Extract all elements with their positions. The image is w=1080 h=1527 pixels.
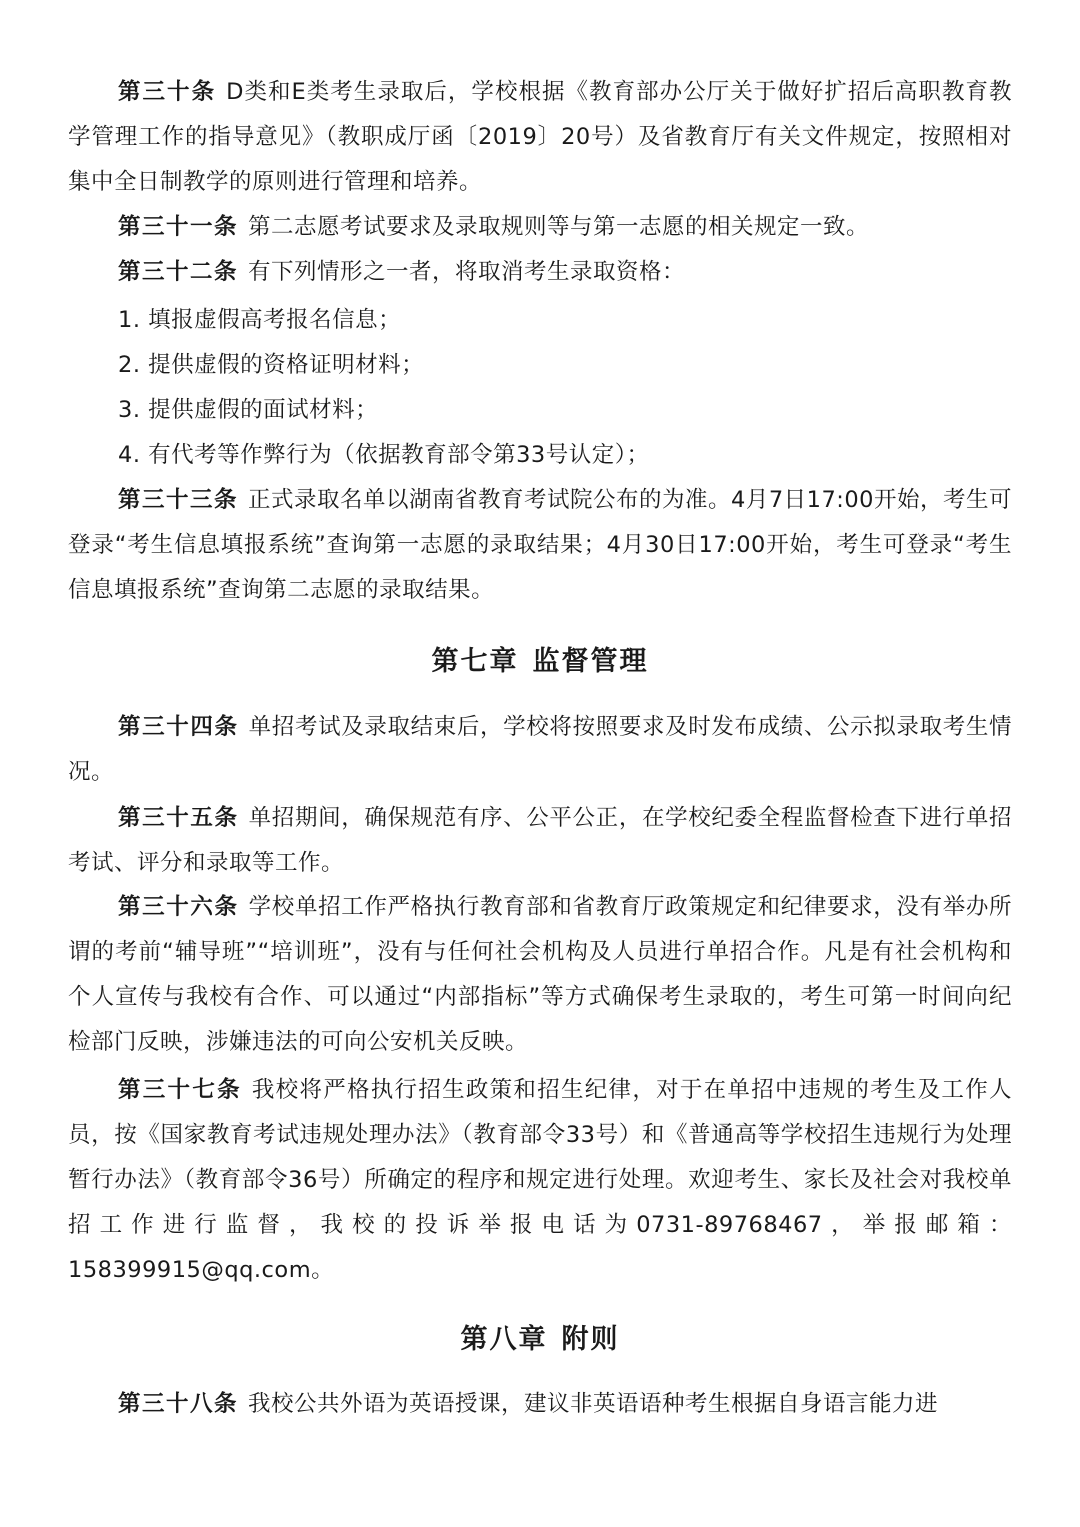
article-text: 正式录取名单以湖南省教育考试院公布的为准。4月7日17:00开始，考生可登录“考生信息填报系统”查询第一志愿的录取结果；4月30日17:00开始，考生可登录“考生信息填报系统”查询第二志愿的录取结果。 <box>68 487 1012 603</box>
article-text: 学校单招工作严格执行教育部和省教育厅政策规定和纪律要求，没有举办所谓的考前“辅导班”“培训班”，没有与任何社会机构及人员进行单招合作。凡是有社会机构和个人宣传与我校有合作、可以通过“内部指标”等方式确保考生录取的，考生可第一时间向纪检部门反映，涉嫌违法的可向公安机关反映。 <box>68 894 1012 1055</box>
article-text: 单招期间，确保规范有序、公平公正，在学校纪委全程监督检查下进行单招考试、评分和录取等工作。 <box>68 805 1012 876</box>
article-text: 单招考试及录取结束后，学校将按照要求及时发布成绩、公示拟录取考生情况。 <box>68 714 1012 785</box>
article-38 <box>68 1382 1012 1427</box>
article-label: 第三十四条 <box>118 714 239 740</box>
article-label: 第三十一条 <box>118 214 239 240</box>
article-34 <box>68 705 1012 795</box>
article-32 <box>68 250 1012 295</box>
article-text: D类和E类考生录取后，学校根据《教育部办公厅关于做好扩招后高职教育教学管理工作的指导意见》（教职成厅函〔2019〕20号）及省教育厅有关文件规定，按照相对集中全日制教学的原则进行管理和培养。 <box>68 79 1012 195</box>
chapter-title: 监督管理 <box>532 646 649 677</box>
article-35 <box>68 796 1012 886</box>
article-33 <box>68 478 1012 613</box>
list-item: 1. 填报虚假高考报名信息； <box>118 307 402 333</box>
article-label: 第三十六条 <box>118 894 239 920</box>
article-text: 我校公共外语为英语授课，建议非英语语种考生根据自身语言能力进 <box>248 1391 939 1417</box>
article-37 <box>68 1068 1012 1293</box>
article-30 <box>68 70 1012 205</box>
list-item: 2. 提供虚假的资格证明材料； <box>118 352 425 378</box>
chapter-number: 第八章 <box>460 1324 548 1355</box>
chapter-heading-7 <box>0 642 1080 682</box>
chapter-heading-8 <box>0 1320 1080 1360</box>
article-36 <box>68 885 1012 1065</box>
article-label: 第三十二条 <box>118 259 239 285</box>
article-label: 第三十条 <box>118 79 217 105</box>
article-label: 第三十三条 <box>118 487 239 513</box>
article-text: 我校将严格执行招生政策和招生纪律，对于在单招中违规的考生及工作人员，按《国家教育考试违规处理办法》（教育部令33号）和《普通高等学校招生违规行为处理暂行办法》（教育部令36号）所确定的程序和规定进行处理。欢迎考生、家长及社会对我校单招工作进行监督，我校的投诉举报电话为0731-89768467，举报邮箱：158399915@qq.com。 <box>68 1077 1012 1283</box>
list-item: 4. 有代考等作弊行为（依据教育部令第33号认定）； <box>118 442 650 468</box>
article-label: 第三十八条 <box>118 1391 239 1417</box>
list-item: 3. 提供虚假的面试材料； <box>118 397 379 423</box>
article-label: 第三十七条 <box>118 1077 242 1103</box>
article-31 <box>68 205 1012 250</box>
article-text: 有下列情形之一者，将取消考生录取资格： <box>248 259 686 285</box>
article-text: 第二志愿考试要求及录取规则等与第一志愿的相关规定一致。 <box>248 214 870 240</box>
chapter-number: 第七章 <box>431 646 519 677</box>
chapter-title: 附则 <box>561 1324 620 1355</box>
article-label: 第三十五条 <box>118 805 239 831</box>
